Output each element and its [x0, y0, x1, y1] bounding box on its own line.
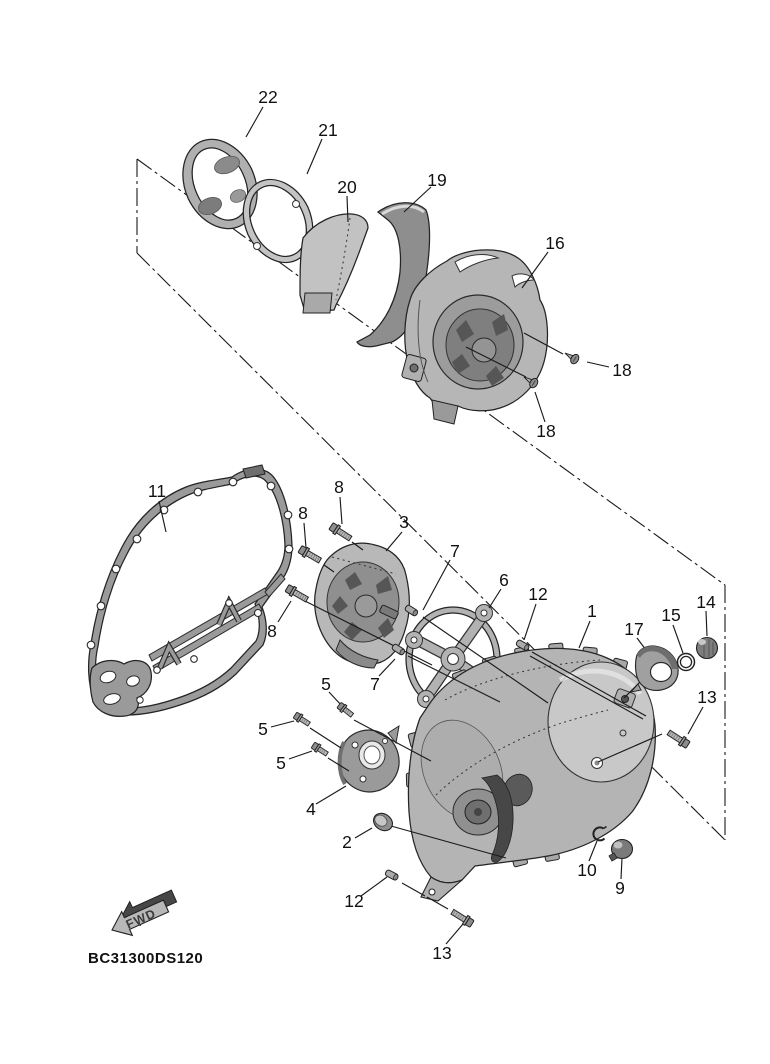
callout-12-a: 12 [528, 584, 548, 604]
callout-18-b: 18 [536, 421, 556, 441]
callout-1: 1 [587, 601, 597, 621]
callout-8-b: 8 [298, 503, 308, 523]
callout-19: 19 [427, 170, 447, 190]
callout-3: 3 [399, 512, 409, 532]
callout-16: 16 [545, 233, 565, 253]
callout-5-a: 5 [321, 674, 331, 694]
callout-22: 22 [258, 87, 278, 107]
callout-8-c: 8 [267, 621, 277, 641]
callout-21: 21 [318, 120, 338, 140]
callout-13-b: 13 [432, 943, 452, 963]
callout-5-c: 5 [276, 753, 286, 773]
callout-7-b: 7 [370, 674, 380, 694]
callout-13-a: 13 [697, 687, 717, 707]
callout-7-a: 7 [450, 541, 460, 561]
callout-15: 15 [661, 605, 681, 625]
diagram-code: BC31300DS120 [88, 950, 204, 967]
callout-10: 10 [577, 860, 597, 880]
fwd-arrow-label: FWD [123, 906, 159, 932]
callout-18-a: 18 [612, 360, 632, 380]
callout-14: 14 [696, 592, 716, 612]
callout-11: 11 [147, 481, 167, 501]
callout-6: 6 [499, 570, 509, 590]
callout-12-b: 12 [344, 891, 364, 911]
part-14-cap [697, 638, 718, 659]
callout-9: 9 [615, 878, 625, 898]
callout-20: 20 [337, 177, 357, 197]
callout-17: 17 [624, 619, 644, 639]
callout-5-b: 5 [258, 719, 268, 739]
callout-2: 2 [342, 832, 352, 852]
callout-4: 4 [306, 799, 316, 819]
callout-8-a: 8 [334, 477, 344, 497]
